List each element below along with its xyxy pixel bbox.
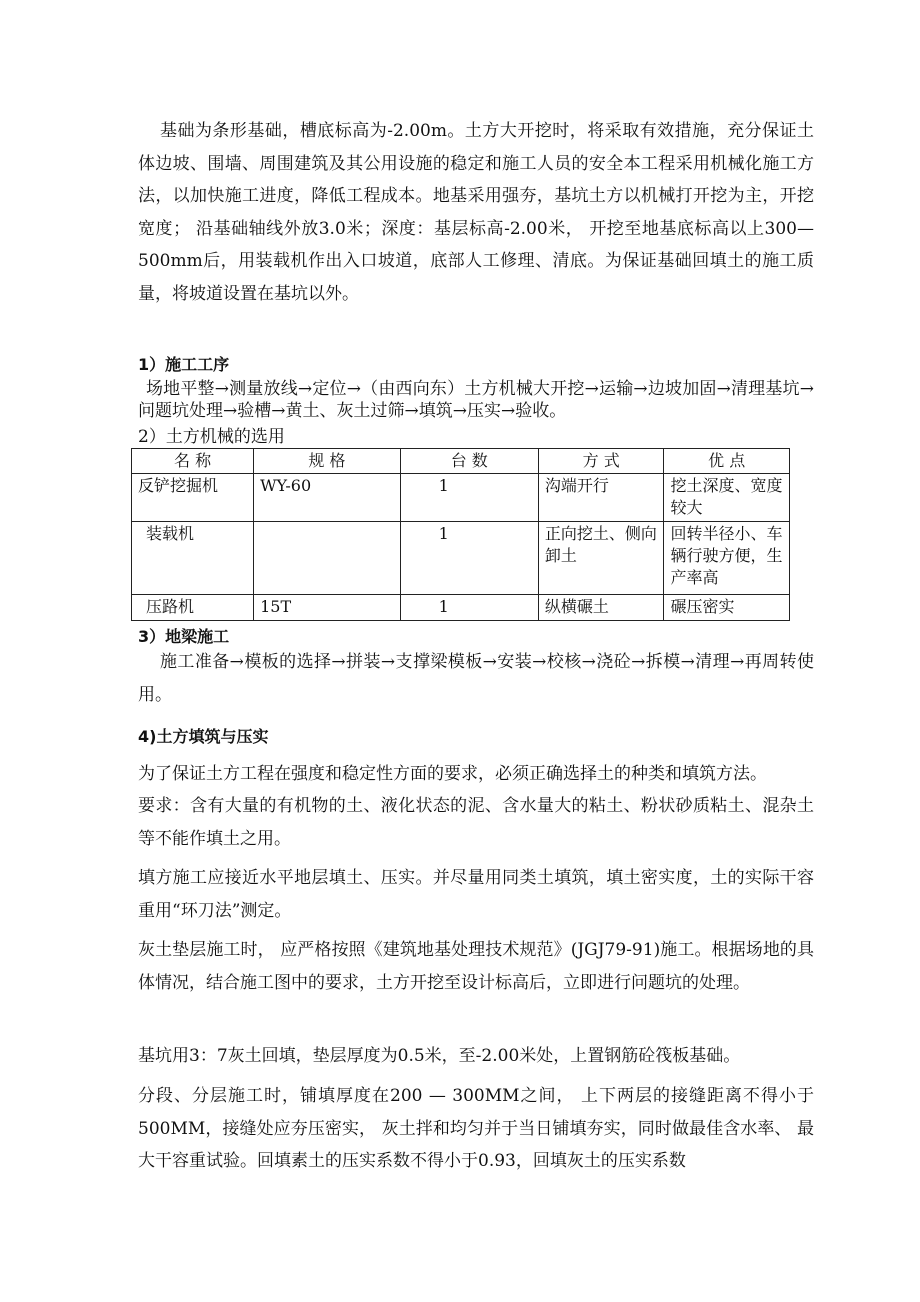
fill-paragraph-3: 填方施工应接近水平地层填土、压实。并尽量用同类土填筑，填土密实度，土的实际干容重用“环刀法”测定。 xyxy=(138,868,814,921)
table-row xyxy=(132,522,790,595)
section1-title: 1）施工工序 xyxy=(138,355,230,374)
cell-count: 1 xyxy=(400,595,538,621)
section2-title: 2）土方机械的选用 xyxy=(138,427,285,447)
cell-spec: 15T xyxy=(254,595,401,621)
header-advantage: 优 点 xyxy=(664,449,790,474)
header-name: 名 称 xyxy=(132,449,254,474)
section4-title: 4)土方填筑与压实 xyxy=(138,727,269,746)
cell-method: 纵横碾土 xyxy=(538,595,664,621)
table-row xyxy=(132,474,790,522)
intro-paragraph: 基础为条形基础，槽底标高为-2.00m。土方大开挖时，将采取有效措施，充分保证土体边坡、围墙、周围建筑及其公用设施的稳定和施工人员的安全本工程采用机械化施工方法，以加快施工进度，降低工程成本。地基采用强夯，基坑土方以机械打开挖为主，开挖宽度； 沿基础轴线外放3.0米；深度：基层标高-2.00米， 开挖至地基底标高以上300—500mm后，用装载机作出入口坡道，底部人工修理、清底。为保证基础回填土的施工质量，将坡道设置在基坑以外。 xyxy=(138,121,814,304)
header-method: 方 式 xyxy=(538,449,664,474)
cell-method: 正向挖土、侧向卸土 xyxy=(538,522,664,595)
fill-paragraph-1: 为了保证土方工程在强度和稳定性方面的要求，必须正确选择土的种类和填筑方法。 xyxy=(138,764,767,784)
fill-paragraph-4: 灰土垫层施工时， 应严格按照《建筑地基处理技术规范》(JGJ79-91)施工。根据场地的具体情况，结合施工图中的要求，土方开挖至设计标高后，立即进行问题坑的处理。 xyxy=(138,940,814,993)
cell-name: 压路机 xyxy=(132,595,254,621)
cell-advantage: 挖土深度、宽度较大 xyxy=(664,474,790,522)
cell-advantage: 回转半径小、车辆行驶方便，生产率高 xyxy=(664,522,790,595)
section3-text: 施工准备→模板的选择→拼装→支撑梁模板→安装→校核→浇砼→拆模→清理→再周转使用。 xyxy=(138,652,814,705)
cell-count: 1 xyxy=(400,474,538,522)
section1-text: 场地平整→测量放线→定位→（由西向东）土方机械大开挖→运输→边坡加固→清理基坑→问题坑处理→验槽→黄土、灰土过筛→填筑→压实→验收。 xyxy=(138,379,814,421)
cell-spec: WY-60 xyxy=(254,474,401,522)
fill-paragraph-6: 分段、分层施工时，铺填厚度在200 — 300MM之间， 上下两层的接缝距离不得小于500MM，接缝处应夯压密实， 灰土拌和均匀并于当日铺填夯实，同时做最佳含水率、 最大干容重试验。回填素土的压实系数不得小于0.93，回填灰土的压实系数 xyxy=(138,1086,814,1172)
header-count: 台 数 xyxy=(400,449,538,474)
fill-paragraph-5: 基坑用3：7灰土回填，垫层厚度为0.5米，至-2.00米处，上置钢筋砼筏板基础。 xyxy=(138,1046,741,1066)
cell-method: 沟端开行 xyxy=(538,474,664,522)
fill-paragraph-2: 要求：含有大量的有机物的土、液化状态的泥、含水量大的粘土、粉状砂质粘土、混杂土等不能作填土之用。 xyxy=(138,796,814,849)
machine-table xyxy=(131,448,790,621)
table-header-row xyxy=(132,449,790,474)
cell-name: 反铲挖掘机 xyxy=(132,474,254,522)
cell-count: 1 xyxy=(400,522,538,595)
cell-name: 装载机 xyxy=(132,522,254,595)
cell-advantage: 碾压密实 xyxy=(664,595,790,621)
table-row xyxy=(132,595,790,621)
section3-title: 3）地梁施工 xyxy=(138,627,230,646)
header-spec: 规 格 xyxy=(254,449,401,474)
cell-spec xyxy=(254,522,401,595)
